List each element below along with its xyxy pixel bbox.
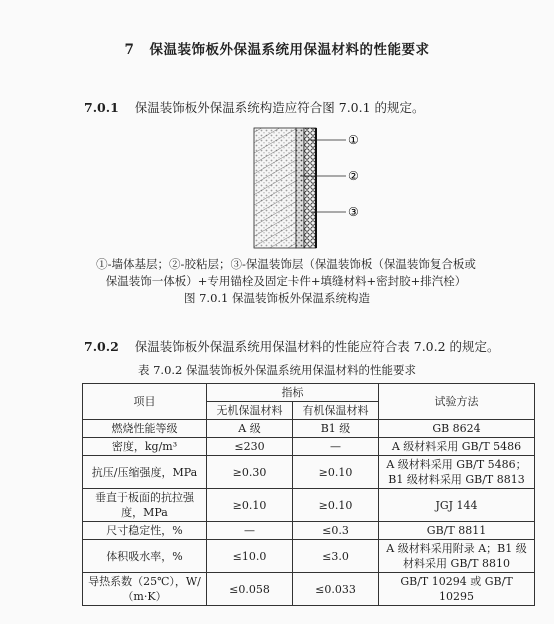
performance-table bbox=[82, 383, 535, 606]
clause-text: 保温装饰板外保温系统构造应符合图 7.0.1 的规定。 bbox=[134, 100, 425, 115]
cell-method: GB/T 10294 或 GB/T 10295 bbox=[379, 573, 535, 606]
clause-number: 7.0.2 bbox=[84, 339, 119, 354]
marker-3: ③ bbox=[348, 205, 359, 219]
insulation-decorative-layer bbox=[304, 128, 316, 248]
clause-7-0-1 bbox=[84, 98, 425, 116]
header-organic: 有机保温材料 bbox=[293, 402, 379, 420]
cell-item: 燃烧性能等级 bbox=[83, 420, 207, 438]
cell-inorganic: — bbox=[207, 522, 293, 540]
cell-item: 抗压/压缩强度，MPa bbox=[83, 456, 207, 489]
construction-figure bbox=[250, 124, 390, 252]
wall-section-diagram bbox=[250, 124, 390, 252]
table-row bbox=[83, 456, 535, 489]
cell-inorganic: ≥0.30 bbox=[207, 456, 293, 489]
cell-method: JGJ 144 bbox=[379, 489, 535, 522]
cell-inorganic: ≤230 bbox=[207, 438, 293, 456]
cell-inorganic: ≤10.0 bbox=[207, 540, 293, 573]
cell-method: A 级材料采用 GB/T 5486；B1 级材料采用 GB/T 8813 bbox=[379, 456, 535, 489]
cell-item: 尺寸稳定性，% bbox=[83, 522, 207, 540]
section-heading bbox=[0, 38, 554, 58]
table-row bbox=[83, 438, 535, 456]
cell-organic: B1 级 bbox=[293, 420, 379, 438]
header-indicator: 指标 bbox=[207, 384, 379, 402]
cell-method: A 级材料采用附录 A；B1 级材料采用 GB/T 8810 bbox=[379, 540, 535, 573]
table-row bbox=[83, 522, 535, 540]
header-item: 项目 bbox=[83, 384, 207, 420]
cell-method: GB 8624 bbox=[379, 420, 535, 438]
table-row bbox=[83, 573, 535, 606]
cell-item: 体积吸水率，% bbox=[83, 540, 207, 573]
marker-1: ① bbox=[348, 133, 359, 147]
cell-inorganic: ≥0.10 bbox=[207, 489, 293, 522]
cell-organic: ≤0.3 bbox=[293, 522, 379, 540]
cell-item: 密度，kg/m³ bbox=[83, 438, 207, 456]
cell-inorganic: ≤0.058 bbox=[207, 573, 293, 606]
cell-organic: — bbox=[293, 438, 379, 456]
clause-text: 保温装饰板外保温系统用保温材料的性能应符合表 7.0.2 的规定。 bbox=[134, 339, 500, 354]
header-method: 试验方法 bbox=[379, 384, 535, 420]
table-row bbox=[83, 540, 535, 573]
section-title: 保温装饰板外保温系统用保温材料的性能要求 bbox=[149, 42, 430, 58]
cell-method: A 级材料采用 GB/T 5486 bbox=[379, 438, 535, 456]
clause-number: 7.0.1 bbox=[84, 100, 119, 115]
cell-organic: ≥0.10 bbox=[293, 456, 379, 489]
cell-item: 导热系数（25℃），W/（m·K） bbox=[83, 573, 207, 606]
cell-method: GB/T 8811 bbox=[379, 522, 535, 540]
cell-item: 垂直于板面的抗拉强度，MPa bbox=[83, 489, 207, 522]
cell-organic: ≤3.0 bbox=[293, 540, 379, 573]
marker-2: ② bbox=[348, 169, 359, 183]
clause-7-0-2 bbox=[84, 337, 500, 355]
cell-organic: ≤0.033 bbox=[293, 573, 379, 606]
header-inorganic: 无机保温材料 bbox=[207, 402, 293, 420]
figure-caption: 图 7.0.1 保温装饰板外保温系统构造 bbox=[183, 291, 371, 305]
cell-organic: ≥0.10 bbox=[293, 489, 379, 522]
figure-legend: ①-墙体基层；②-胶粘层；③-保温装饰层（保温装饰板（保温装饰复合板或保温装饰一体板）+专用锚栓及固定卡件+填缝材料+密封胶+排汽栓） bbox=[96, 257, 476, 288]
cell-inorganic: A 级 bbox=[207, 420, 293, 438]
table-caption: 表 7.0.2 保温装饰板外保温系统用保温材料的性能要求 bbox=[137, 363, 417, 377]
table-row bbox=[83, 420, 535, 438]
table-row bbox=[83, 489, 535, 522]
section-number: 7 bbox=[124, 42, 135, 58]
